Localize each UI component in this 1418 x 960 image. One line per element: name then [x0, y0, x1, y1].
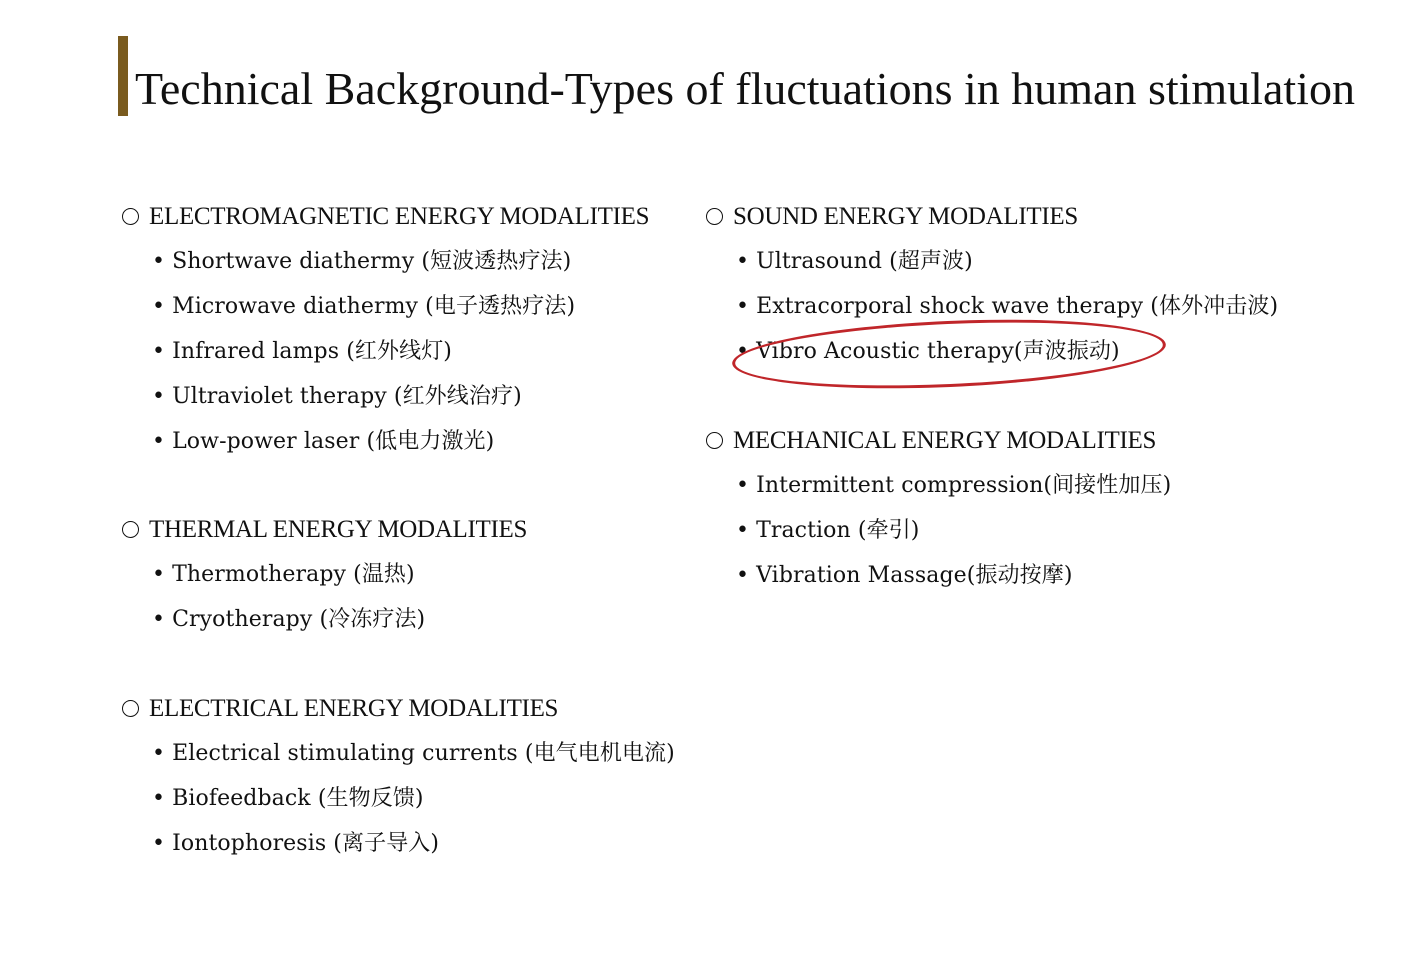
section-heading-text: THERMAL ENERGY MODALITIES: [149, 516, 528, 543]
title-accent-bar: [118, 36, 128, 116]
bullet-icon: •: [736, 294, 750, 319]
section-heading: [122, 692, 675, 726]
section-heading: [122, 513, 527, 547]
list-item-text: Ultrasound (超声波): [756, 249, 973, 274]
list-item: [706, 245, 1278, 279]
list-item-text: Shortwave diathermy (短波透热疗法): [172, 249, 572, 274]
circle-bullet-icon: [706, 432, 723, 449]
list-item: [122, 245, 649, 279]
bullet-icon: •: [736, 473, 750, 498]
list-item-text: Traction (牵引): [756, 518, 920, 543]
list-item-text: Cryotherapy (冷冻疗法): [172, 607, 426, 632]
section-heading-text: ELECTRICAL ENERGY MODALITIES: [149, 695, 559, 722]
bullet-icon: •: [152, 741, 166, 766]
list-item-text: Low-power laser (低电力激光): [172, 429, 495, 454]
circle-bullet-icon: [122, 700, 139, 717]
bullet-icon: •: [736, 563, 750, 588]
section-mechanical: [706, 424, 1171, 593]
bullet-icon: •: [152, 607, 166, 632]
section-electromagnetic: [122, 200, 649, 459]
bullet-icon: •: [152, 249, 166, 274]
list-item: [122, 827, 675, 861]
slide-title: [118, 36, 1418, 116]
bullet-icon: •: [152, 384, 166, 409]
page-title: Technical Background-Types of fluctuations in human stimulation: [135, 63, 1355, 114]
section-heading-text: ELECTROMAGNETIC ENERGY MODALITIES: [149, 203, 650, 230]
circle-bullet-icon: [706, 208, 723, 225]
bullet-icon: •: [736, 249, 750, 274]
list-item: [122, 603, 527, 637]
list-item-text: Ultraviolet therapy (红外线治疗): [172, 384, 522, 409]
section-heading-text: SOUND ENERGY MODALITIES: [733, 203, 1078, 230]
list-item-text: Infrared lamps (红外线灯): [172, 339, 452, 364]
bullet-icon: •: [736, 339, 750, 364]
list-item: [122, 558, 527, 592]
section-heading: [706, 424, 1171, 458]
section-sound: [706, 200, 1278, 369]
section-heading-text: MECHANICAL ENERGY MODALITIES: [733, 427, 1157, 454]
section-heading: [706, 200, 1278, 234]
list-item: [122, 380, 649, 414]
list-item-text: Intermittent compression(间接性加压): [756, 473, 1172, 498]
list-item-text: Iontophoresis (离子导入): [172, 831, 440, 856]
list-item: [706, 469, 1171, 503]
list-item: [122, 737, 675, 771]
list-item-text: Vibro Acoustic therapy(声波振动): [756, 339, 1120, 364]
circle-bullet-icon: [122, 208, 139, 225]
section-heading: [122, 200, 649, 234]
list-item: [122, 425, 649, 459]
highlight-ellipse: [731, 312, 1167, 397]
bullet-icon: •: [152, 339, 166, 364]
list-item-text: Extracorporal shock wave therapy (体外冲击波): [756, 294, 1279, 319]
bullet-icon: •: [736, 518, 750, 543]
list-item: [706, 559, 1171, 593]
circle-bullet-icon: [122, 521, 139, 538]
bullet-icon: •: [152, 294, 166, 319]
bullet-icon: •: [152, 429, 166, 454]
list-item-text: Electrical stimulating currents (电气电机电流): [172, 741, 675, 766]
bullet-icon: •: [152, 562, 166, 587]
list-item: [122, 782, 675, 816]
list-item-text: Thermotherapy (温热): [172, 562, 415, 587]
list-item: [122, 335, 649, 369]
section-thermal: [122, 513, 527, 637]
list-item-text: Microwave diathermy (电子透热疗法): [172, 294, 576, 319]
bullet-icon: •: [152, 786, 166, 811]
bullet-icon: •: [152, 831, 166, 856]
list-item: [122, 290, 649, 324]
list-item-text: Biofeedback (生物反馈): [172, 786, 424, 811]
list-item: [706, 514, 1171, 548]
section-electrical: [122, 692, 675, 861]
list-item-text: Vibration Massage(振动按摩): [756, 563, 1073, 588]
